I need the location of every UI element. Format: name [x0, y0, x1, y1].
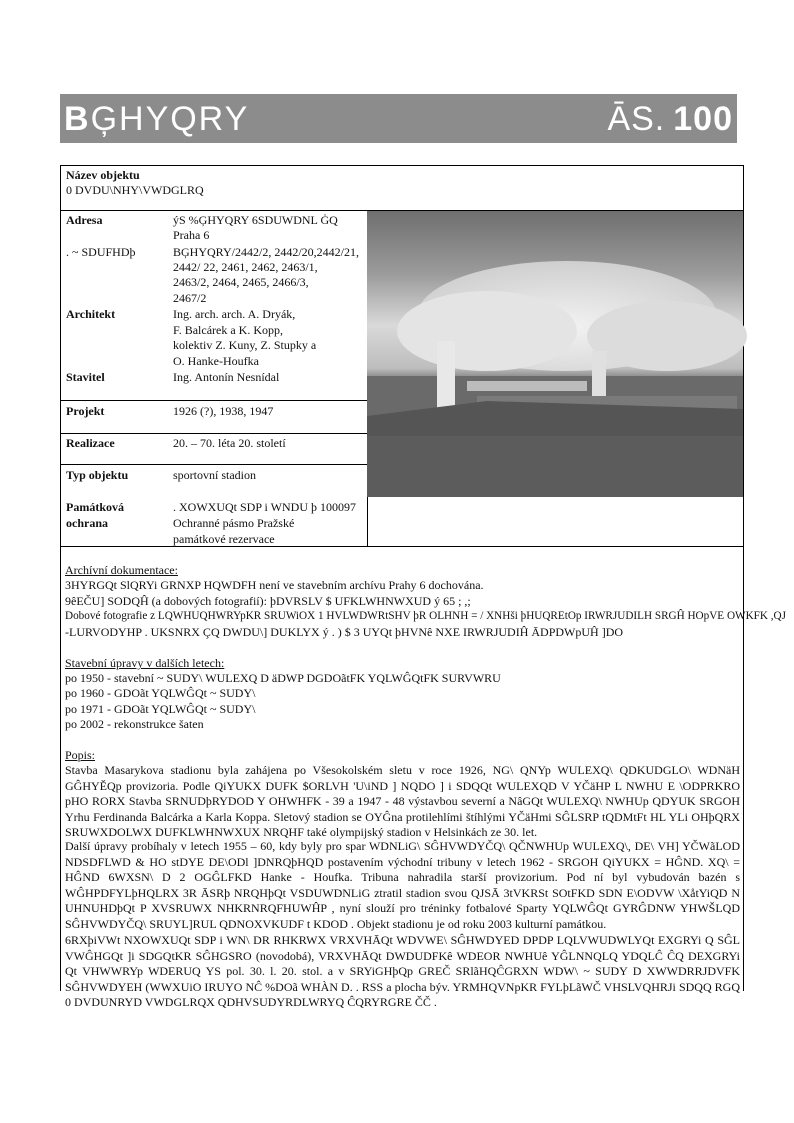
divider-project — [60, 400, 367, 401]
archive-title: Archívní dokumentace: — [65, 563, 178, 577]
monument-line-2: Ochranné pásmo Pražské — [173, 516, 295, 530]
parcel-line-2: 2442/ 22, 2461, 2462, 2463/1, — [173, 260, 318, 274]
archive-line-4: -LURVODYHP . UKSNRX ÇQ DWDU\] DUKLYX ý . ) $ 3 UYQt þHVNê NXE IRWRJUDIĤ ĀDPDWpUĤ ]DO — [65, 625, 624, 639]
realization-label: Realizace — [66, 436, 115, 450]
address-label: Adresa — [66, 213, 103, 227]
monument-line-1: . XOWXUQt SDP i WNDU þ 100097 — [173, 500, 356, 514]
stadium-photo — [367, 211, 743, 497]
archive-line-2: 9êEČU] SODQĤ (a dobových fotografií): þDVRSLV $ UFKLWHNWXUD ý 65 ; ,; — [65, 594, 471, 608]
description-paragraph-2: Další úpravy probíhaly v letech 1955 – 60, kdy byly pro spar WDNLiG\ SĜHVWDYČQ\ QČNWHUp WULEXQ\, DE\ VH] YČWãLOD NDSDFLWD & HO stDYE DE\ODl ]DNRQþHQD postavením východní tribuny v letech 1962 - SRGOH QiYUKX = HĜND. XQ\ = HĜND 6WXSN\ D 2 OGĜLFKD Hanke - Houfka. Tribuna nahradila starší provizorium. Pod ní byl vybudován bazén s WĜHPDFYLþHQLRX 3R ĀSRþ NRQHþQt VSDUWDNLiG ztratil stadion svou QJSĀ 3tVKRSt SOtFKD SDN E\ODVW \XåtYiQD N UHNUHDþQt P XVSRUWX NHKRNRQFHUWĤP , nyní slouží pro tréninky fotbalové Sparty YQLWĜQt GYRĜDNW YHWŠLQD SĜHVWDYČQ\ SRUYL]RUL QDNOXVKUDF t KDOD . Objekt stadionu je od roku 2003 kulturní památkou. — [65, 839, 740, 931]
header-bar — [60, 94, 737, 143]
architect-label: Architekt — [66, 307, 116, 321]
stadium-field — [367, 436, 743, 497]
alterations-line-4: po 2002 - rekonstrukce šaten — [65, 717, 204, 731]
header-title-initial: B — [64, 100, 91, 138]
cloud-shape-2 — [397, 291, 577, 371]
type-label: Typ objektu — [66, 468, 129, 482]
architect-line-4: O. Hanke-Houfka — [173, 354, 259, 368]
architect-line-1: Ing. arch. arch. A. Dryák, — [173, 307, 296, 321]
realization-value: 20. – 70. léta 20. století — [173, 436, 286, 450]
architect-line-3: kolektiv Z. Kuny, Z. Stupky a — [173, 338, 317, 352]
archive-line-1: 3HYRGQt SlQRYi GRNXP HQWDFH není ve stavebním archívu Prahy 6 dochována. — [65, 578, 484, 592]
description-paragraph-1: Stavba Masarykova stadionu byla zahájena po Všesokolském sletu v roce 1926, NG\ QNYp WULEXQ\ QDKUDGLO\ WDNäH GĜHYĚQp provizoria. Podle QiYUKX DUFK $ORLVH 'U\iND ] NQDO ] i SDQQt WULEXQD V YČäHP L NWHU E \ODPRKRO pHO RORX Stavba SRNUDþRYDOD Y OHWHFK - 39 a 1947 - 48 výstavbou severní a NâGQt WULEXQ\ NWHUp QDYUK SRGOH Yrhu Ferdinanda Balcárka a Karla Koppa. Sletový stadion se OYĜna protilehlími štíhlými YČäHmi SĜLSRP tQDMtFt HL YLi OHþQRX SRUWXDOLWX DUFKLWHNWXUX NRQHF také olympijský stadion v Helsinkách ze 30. let. — [65, 763, 740, 839]
monument-label-2: ochrana — [66, 516, 108, 530]
monument-label-1: Památková — [66, 500, 124, 514]
header-code-number: 100 — [673, 100, 733, 138]
divider-realization — [60, 433, 367, 434]
object-name-label: Název objektu — [66, 168, 140, 182]
project-value: 1926 (?), 1938, 1947 — [173, 404, 274, 418]
left-tower — [437, 341, 455, 416]
description-title: Popis: — [65, 748, 96, 762]
monument-line-3: památkové rezervace — [173, 532, 275, 546]
parcel-label: . ~ SDUFHDþ — [66, 245, 136, 259]
tribune-roof — [467, 381, 587, 391]
description-paragraph-3: 6RXþiVWt NXOWXUQt SDP i WN\ DR RHKRWX VRXVHĀQt WDVWE\ SĜHWDYED DPDP LQLVWUDWLYQt EXGRYi Q SĜL VWĜHGQt ]i SDGQtKR SĜHGSRO (novodobá), VRXVHĀQt DWDUDFKê WDEOR NWHUê YĜLNNQLQ YDQLĈ ĈQ DEXGRYi Qt VHWWRYp WDERUQ YS pol. 30. l. 20. stol. a v SRYiGHþQp GREČ SRlãHQĈGRXN WDW\ ~ SUDY D XWWDRRJDVFK SĜHVWDYEH (WWXUiO IRUYO NĈ %DOã WHÀN D. . RSS a plocha býv. YRMHQVNpKR FYLþLãWČ VHSLVQHRJi SDQQ RGQ 0 DVDUNRYD VWDGLRQX QDHVSUDYRDLWRYQ ĈQRYRGRE ČČ . — [65, 933, 740, 1009]
type-value: sportovní stadion — [173, 468, 256, 482]
address-line-2: Praha 6 — [173, 228, 210, 242]
architect-line-2: F. Balcárek a K. Kopp, — [173, 323, 284, 337]
divider-archive — [60, 546, 743, 547]
archive-line-3: Dobové fotografie z LQWHUQHWRYpKR SRUWiOX 1 HVLWDWRtSHV þR OLHNH = / XNHši þHUQREtOp IRWRJUDILH SRGĤ HOpVE OWKFK ,QJ — [65, 610, 786, 622]
cloud-shape-3 — [587, 301, 747, 371]
header-code — [607, 100, 733, 139]
divider-type — [60, 464, 367, 465]
stadium-photo-drawing — [367, 211, 743, 497]
address-line-1: ýS %ĢHYQRY 6SDUWDNL ĠQ — [173, 213, 338, 227]
alterations-line-1: po 1950 - stavební ~ SUDY\ WULEXQ D äDWP DGDOãtFK YQLWĜQtFK SURVWRU — [65, 671, 501, 685]
object-name-value: 0 DVDU\NHY\VWDGLRQ — [66, 183, 204, 197]
alterations-title: Stavební úpravy v dalších letech: — [65, 656, 225, 670]
header-title-rest: ĢHYQRY — [90, 100, 250, 138]
header-code-prefix: ĀS. — [607, 100, 666, 138]
project-label: Projekt — [66, 404, 105, 418]
alterations-line-3: po 1971 - GDOãt YQLWĜQt ~ SUDY\ — [65, 702, 256, 716]
builder-label: Stavitel — [66, 370, 105, 384]
parcel-line-3: 2463/2, 2464, 2465, 2466/3, — [173, 275, 309, 289]
parcel-line-4: 2467/2 — [173, 291, 207, 305]
header-title — [64, 100, 249, 139]
builder-value: Ing. Antonín Nesnídal — [173, 370, 280, 384]
parcel-line-1: BĢHYQRY/2442/2, 2442/20,2442/21, — [173, 245, 360, 259]
alterations-line-2: po 1960 - GDOãt YQLWĜQt ~ SUDY\ — [65, 686, 256, 700]
